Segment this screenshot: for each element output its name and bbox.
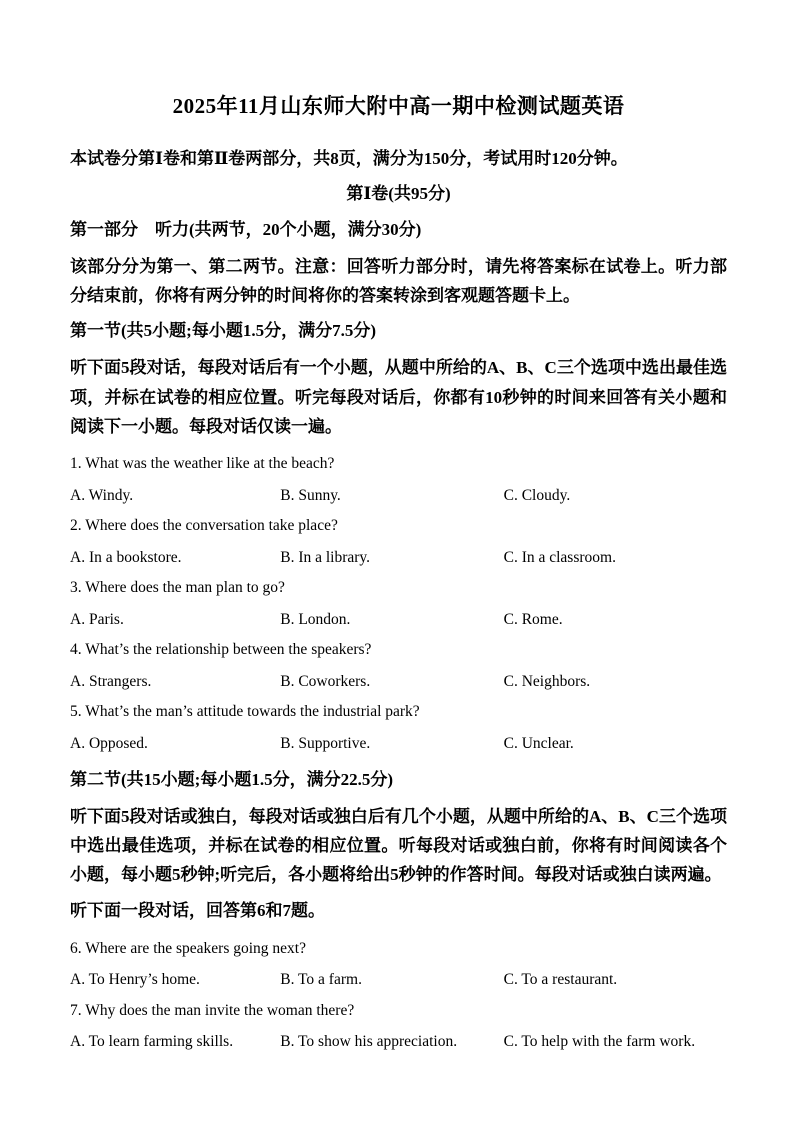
- question-5-options: [70, 736, 727, 752]
- question-4: [70, 642, 727, 689]
- section2-heading: 第二节(共15小题;每小题1.5分，满分22.5分): [70, 770, 393, 790]
- question-4-option-c: C. Neighbors.: [503, 672, 591, 690]
- question-6-option-b: B. To a farm.: [280, 971, 362, 989]
- question-6-options: [70, 972, 727, 988]
- question-4-text: 4. What’s the relationship between the speakers?: [70, 641, 372, 659]
- question-1-option-a: A. Windy.: [70, 486, 134, 504]
- question-2-option-c: C. In a classroom.: [503, 548, 616, 566]
- part1-note: 该部分分为第一、第二两节。注意：回答听力部分时，请先将答案标在试卷上。听力部分结束前，你将有两分钟的时间将你的答案转涂到客观题答题卡上。: [70, 257, 727, 306]
- question-5-option-a: A. Opposed.: [70, 734, 148, 752]
- question-7-option-a: A. To learn farming skills.: [70, 1033, 234, 1051]
- question-2-option-a: A. In a bookstore.: [70, 548, 182, 566]
- question-7-text: 7. Why does the man invite the woman there?: [70, 1001, 355, 1019]
- question-1: [70, 456, 727, 503]
- question-3: [70, 580, 727, 627]
- question-4-option-b: B. Coworkers.: [280, 672, 371, 690]
- question-4-option-a: A. Strangers.: [70, 672, 152, 690]
- question-4-options: [70, 674, 727, 690]
- question-7: [70, 1003, 727, 1050]
- question-7-option-c: C. To help with the farm work.: [503, 1033, 696, 1051]
- question-3-options: [70, 612, 727, 628]
- question-5-text: 5. What’s the man’s attitude towards the industrial park?: [70, 703, 420, 721]
- volume1-heading: 第Ⅰ卷(共95分): [346, 184, 451, 204]
- question-2-option-b: B. In a library.: [280, 548, 371, 566]
- question-7-options: [70, 1034, 727, 1050]
- question-2: [70, 518, 727, 565]
- question-6-option-a: A. To Henry’s home.: [70, 971, 200, 989]
- question-1-option-c: C. Cloudy.: [503, 486, 571, 504]
- question-3-option-c: C. Rome.: [503, 610, 563, 628]
- question-1-option-b: B. Sunny.: [280, 486, 341, 504]
- dialogue1-note: 听下面一段对话，回答第6和7题。: [70, 900, 325, 920]
- question-5-option-b: B. Supportive.: [280, 734, 371, 752]
- question-3-text: 3. Where does the man plan to go?: [70, 579, 285, 597]
- question-6: [70, 941, 727, 988]
- question-2-text: 2. Where does the conversation take place?: [70, 517, 338, 535]
- question-5-option-c: C. Unclear.: [503, 734, 574, 752]
- question-1-options: [70, 488, 727, 504]
- question-2-options: [70, 550, 727, 566]
- question-7-option-b: B. To show his appreciation.: [280, 1033, 458, 1051]
- part1-heading: 第一部分 听力(共两节，20个小题，满分30分): [70, 220, 422, 240]
- question-6-option-c: C. To a restaurant.: [503, 971, 618, 989]
- section1-heading: 第一节(共5小题;每小题1.5分，满分7.5分): [70, 321, 376, 341]
- page-title: 2025年11月山东师大附中高一期中检测试题英语: [172, 94, 625, 118]
- question-3-option-b: B. London.: [280, 610, 351, 628]
- exam-intro: 本试卷分第Ⅰ卷和第Ⅱ卷两部分，共8页，满分为150分，考试用时120分钟。: [70, 149, 628, 168]
- question-1-text: 1. What was the weather like at the beach?: [70, 455, 335, 473]
- question-5: [70, 704, 727, 751]
- question-3-option-a: A. Paris.: [70, 610, 124, 628]
- question-6-text: 6. Where are the speakers going next?: [70, 939, 306, 957]
- section1-instructions: 听下面5段对话，每段对话后有一个小题，从题中所给的A、B、C三个选项中选出最佳选项，并标在试卷的相应位置。听完每段对话后，你都有10秒钟的时间来回答有关小题和阅读下一小题。每段对话仅读一遍。: [70, 358, 727, 436]
- section2-instructions: 听下面5段对话或独白，每段对话或独白后有几个小题，从题中所给的A、B、C三个选项中选出最佳选项，并标在试卷的相应位置。听每段对话或独白前，你将有时间阅读各个小题，每小题5秒钟;听完后，各小题将给出5秒钟的作答时间。每段对话或独白读两遍。: [70, 806, 727, 885]
